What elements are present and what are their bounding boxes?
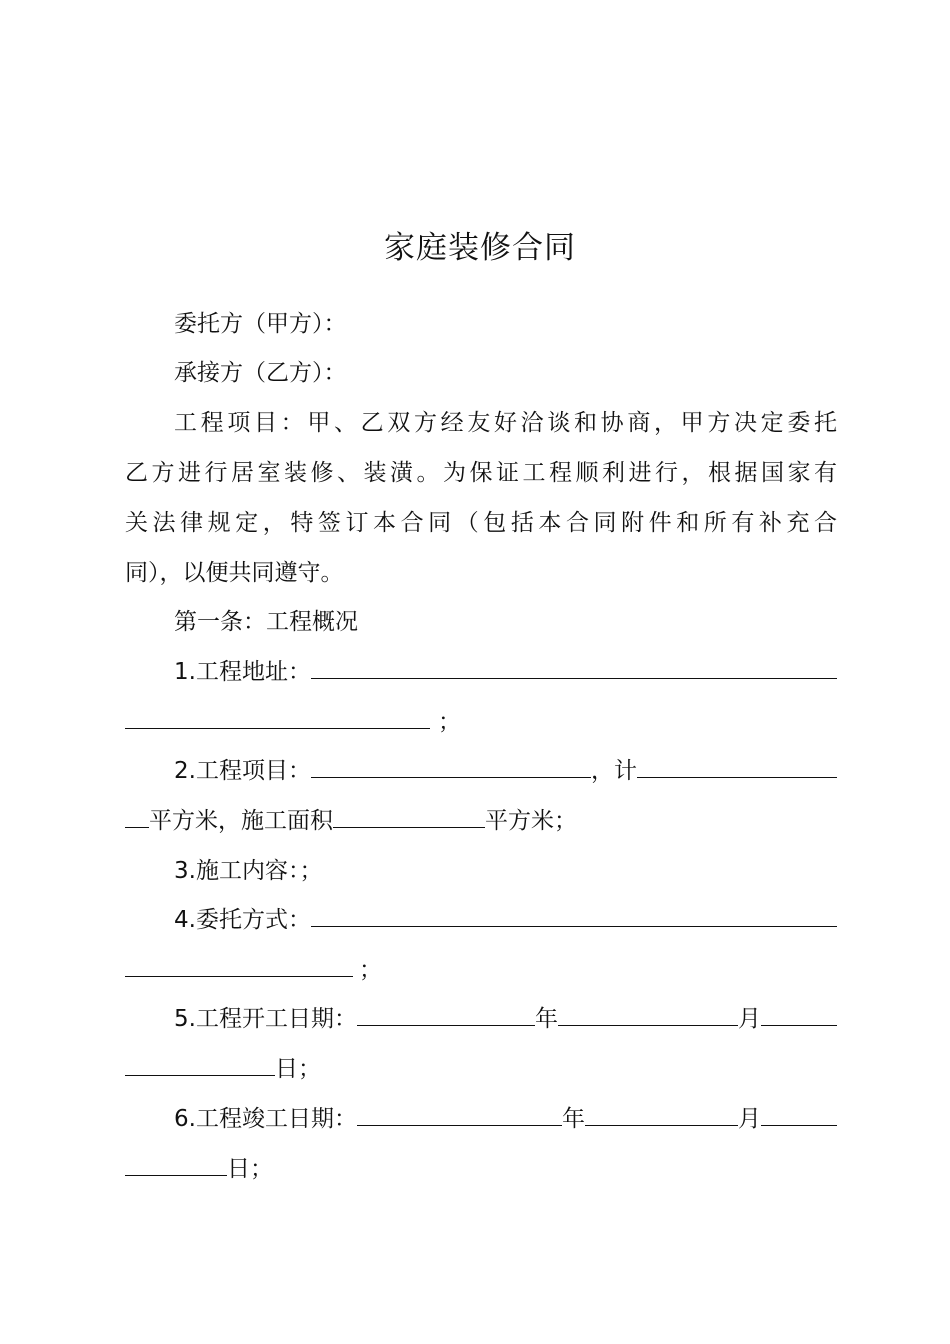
- address-end: ；: [438, 709, 461, 735]
- project-ji: ，计: [590, 758, 637, 784]
- start-date-row-cont: [125, 1044, 837, 1094]
- intro-line-1: 工程项目：甲、乙双方经友好洽谈和协商，甲方决定委托: [174, 410, 837, 436]
- address-label: 1.工程地址：: [174, 659, 311, 685]
- method-row: [174, 895, 837, 945]
- end-day-blank-cont[interactable]: [125, 1145, 227, 1176]
- end-month-label: 月: [737, 1106, 761, 1132]
- article-1-heading: 第一条：工程概况: [174, 609, 358, 635]
- address-blank[interactable]: [311, 648, 837, 679]
- method-label: 4.委托方式：: [174, 907, 311, 933]
- project-sqm-end: 平方米；: [485, 808, 577, 834]
- method-blank[interactable]: [311, 896, 837, 927]
- project-row: [174, 746, 837, 796]
- start-date-row: [174, 994, 837, 1044]
- address-row-cont: [125, 697, 837, 747]
- end-day-end: 日；: [227, 1156, 273, 1182]
- start-day-blank-cont[interactable]: [125, 1045, 275, 1076]
- end-year-label: 年: [561, 1106, 585, 1132]
- start-month-blank[interactable]: [558, 995, 738, 1026]
- project-name-blank[interactable]: [311, 747, 591, 778]
- address-row: [174, 647, 837, 697]
- intro-line-2: 乙方进行居室装修、装潢。为保证工程顺利进行，根据国家有: [125, 460, 837, 486]
- party-a-line: 委托方（甲方）：: [174, 311, 347, 337]
- project-sqm: 平方米，施工面积: [149, 808, 333, 834]
- start-date-label: 5.工程开工日期：: [174, 1006, 357, 1032]
- project-row-cont: [125, 796, 837, 846]
- construction-area-blank[interactable]: [333, 797, 485, 828]
- project-area-blank-cont[interactable]: [125, 797, 149, 828]
- address-blank-cont[interactable]: [125, 698, 430, 729]
- end-month-blank[interactable]: [585, 1095, 738, 1126]
- method-row-cont: [125, 945, 837, 995]
- end-date-label: 6.工程竣工日期：: [174, 1106, 357, 1132]
- content-row: 3.施工内容：；: [174, 858, 323, 884]
- intro-line-4: 同），以便共同遵守。: [125, 560, 344, 586]
- project-label: 2.工程项目：: [174, 758, 311, 784]
- project-area-blank[interactable]: [637, 747, 837, 778]
- end-year-blank[interactable]: [357, 1095, 562, 1126]
- method-end: ；: [359, 957, 382, 983]
- start-day-blank[interactable]: [761, 995, 837, 1026]
- end-date-row: [174, 1094, 837, 1144]
- party-b-line: 承接方（乙方）：: [174, 360, 347, 386]
- end-day-blank[interactable]: [761, 1095, 837, 1126]
- start-month-label: 月: [737, 1006, 761, 1032]
- document-title: 家庭装修合同: [384, 230, 576, 266]
- method-blank-cont[interactable]: [125, 946, 353, 977]
- start-day-end: 日；: [275, 1056, 321, 1082]
- intro-line-3: 关法律规定，特签订本合同（包括本合同附件和所有补充合: [125, 510, 837, 536]
- start-year-blank[interactable]: [357, 995, 535, 1026]
- start-year-label: 年: [534, 1006, 558, 1032]
- end-date-row-cont: [125, 1144, 837, 1194]
